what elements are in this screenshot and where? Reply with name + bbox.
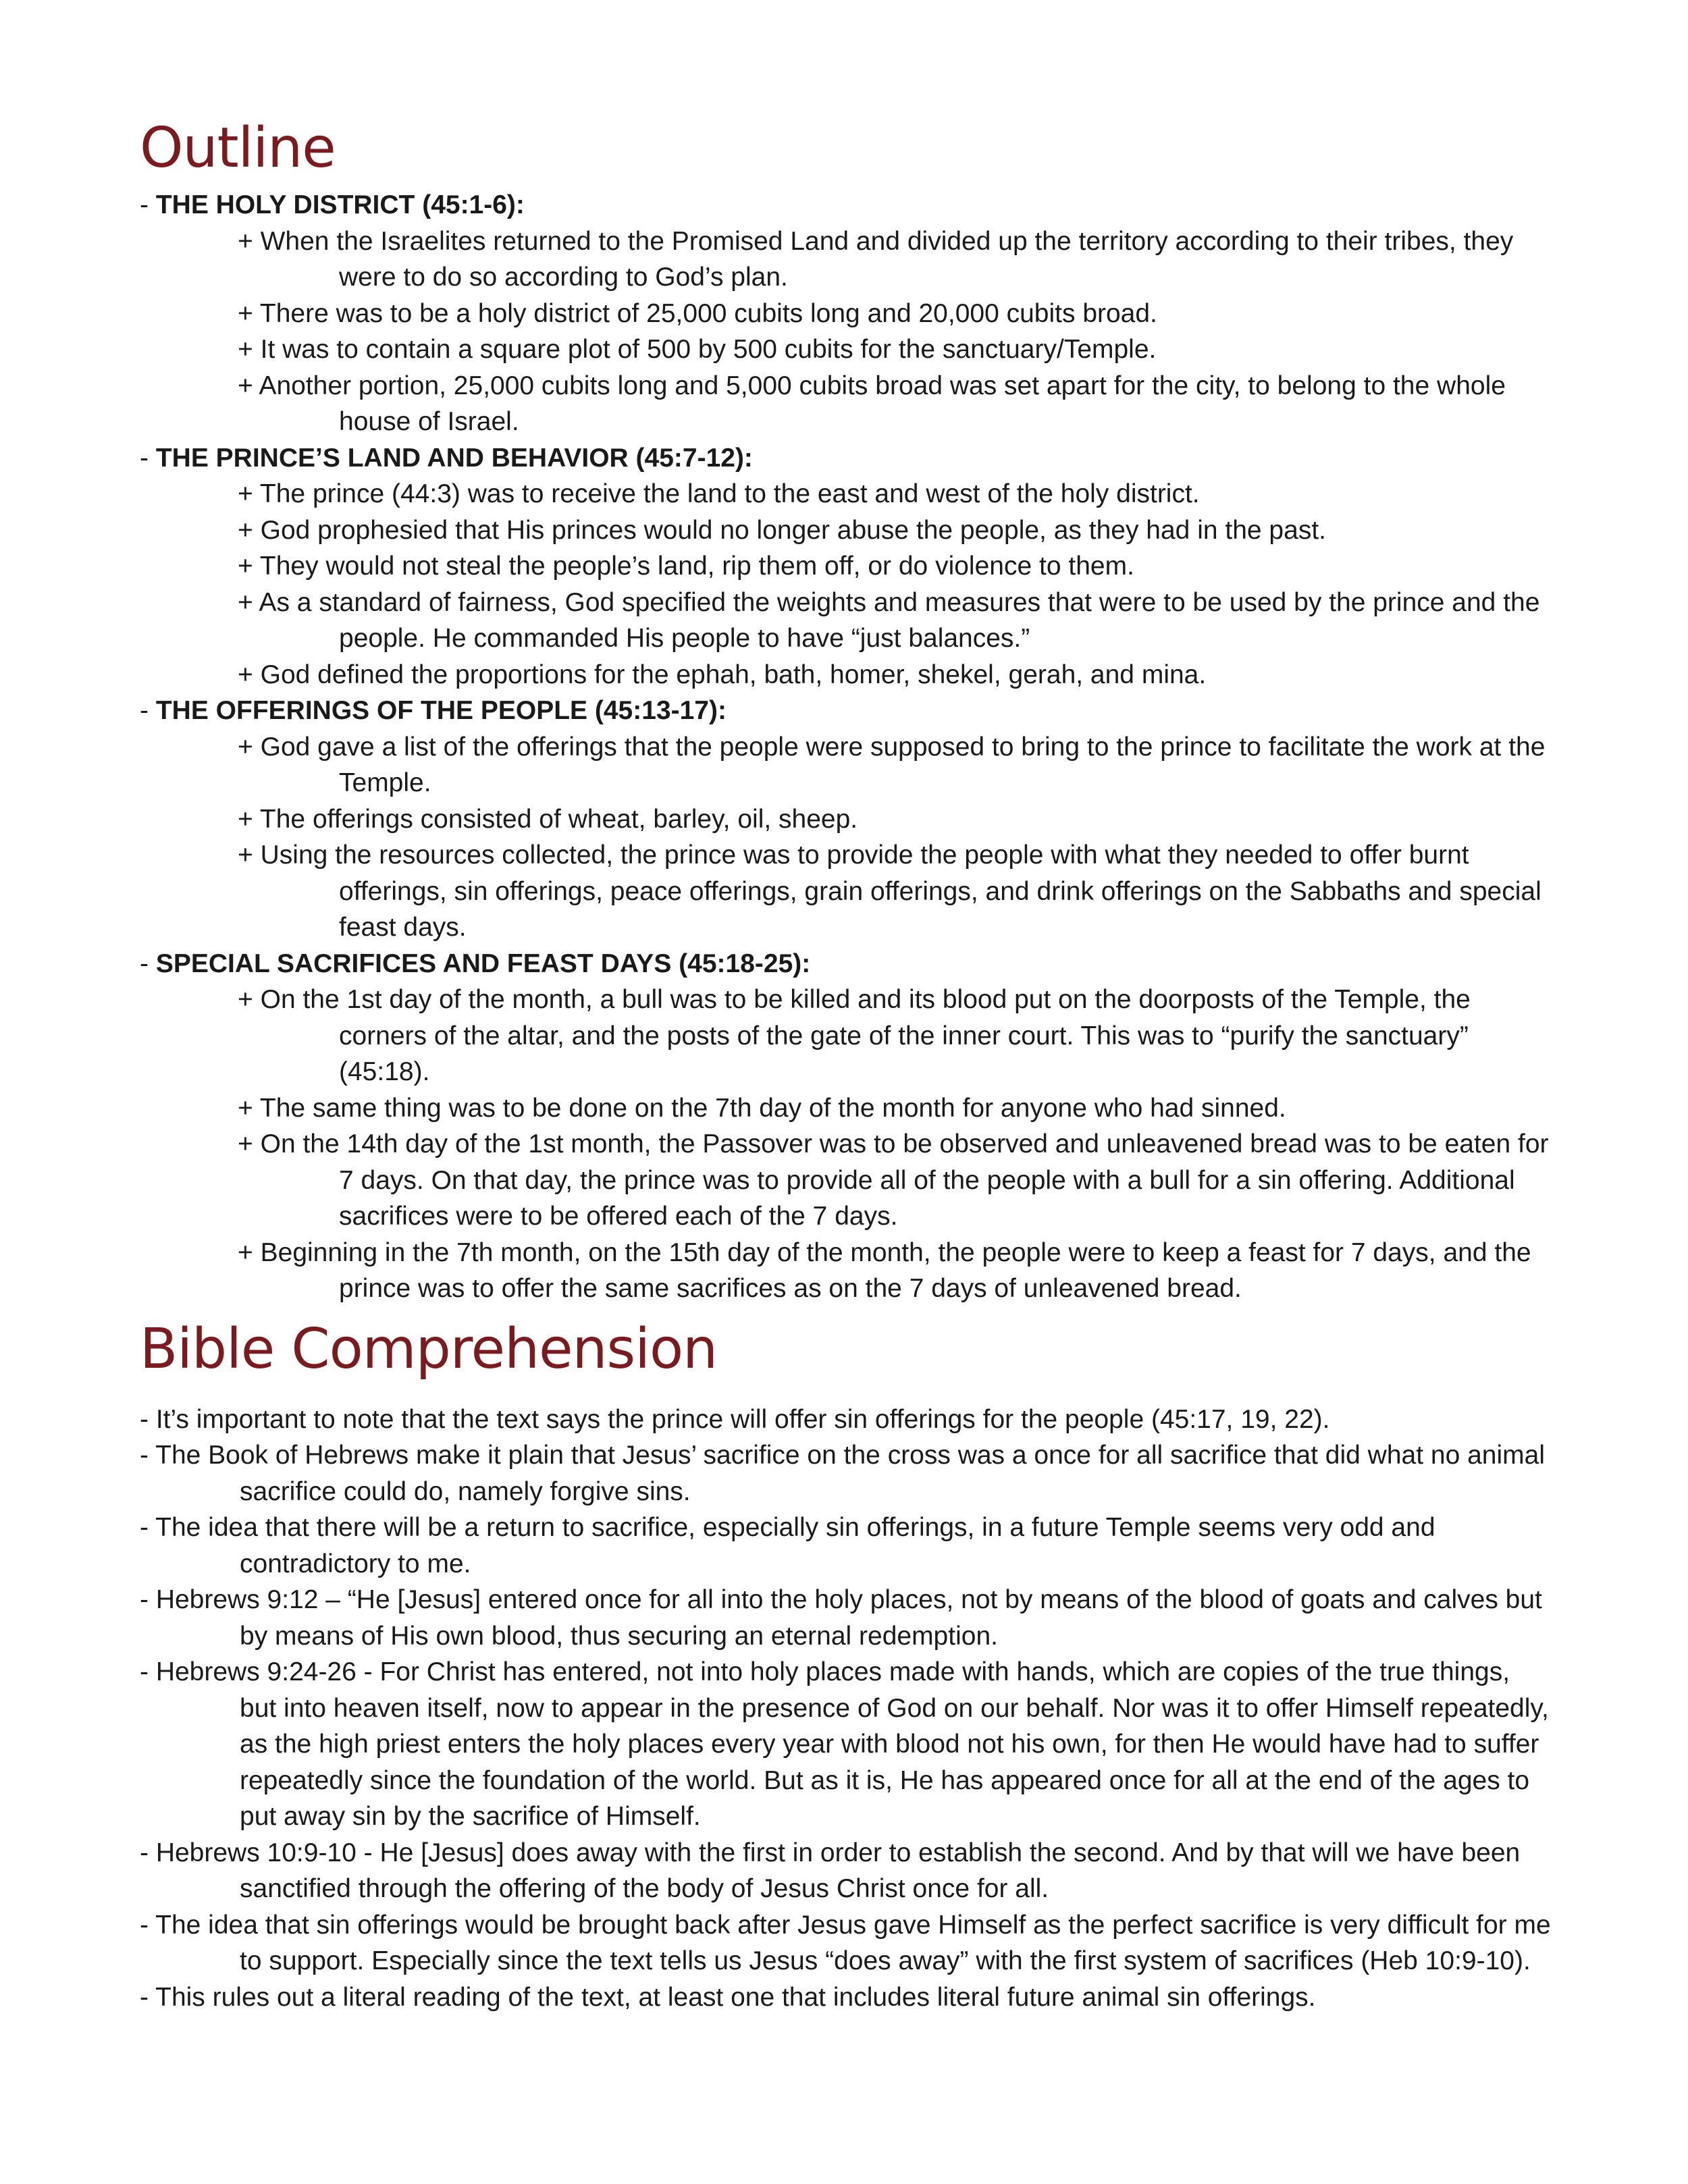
outline-bullet: + As a standard of fairness, God specified the weights and measures that were to be used by the prince and the people. He commanded His people to have “just balances.” <box>238 587 1540 653</box>
comprehension-item: - The idea that there will be a return to sacrifice, especially sin offerings, in a future Temple seems very odd and contradictory to me. <box>140 1513 1435 1578</box>
outline-bullet: + The prince (44:3) was to receive the land to the east and west of the holy district. <box>238 479 1200 508</box>
section-prefix: - <box>140 949 156 978</box>
outline-section-title <box>140 946 1553 982</box>
comprehension-item: - Hebrews 9:12 – “He [Jesus] entered once for all into the holy places, not by means of the blood of goats and calves but by means of His own blood, thus securing an eternal redemption. <box>140 1585 1542 1651</box>
outline-bullet: + God defined the proportions for the ephah, bath, homer, shekel, gerah, and mina. <box>238 660 1207 689</box>
outline-bullet: + It was to contain a square plot of 500 by 500 cubits for the sanctuary/Temple. <box>238 335 1157 364</box>
outline-bullet: + God prophesied that His princes would no longer abuse the people, as they had in the past. <box>238 515 1326 545</box>
comprehension-item: - This rules out a literal reading of the text, at least one that includes literal future animal sin offerings. <box>140 1982 1316 2012</box>
outline-bullet: + There was to be a holy district of 25,000 cubits long and 20,000 cubits broad. <box>238 298 1157 328</box>
outline-bullet: + The same thing was to be done on the 7th day of the month for anyone who had sinned. <box>238 1093 1286 1123</box>
outline-bullet: + On the 14th day of the 1st month, the Passover was to be observed and unleavened bread was to be eaten for 7 days. On that day, the prince was to provide all of the people with a bull for a sin offering. Additional sacrifices were to be offered each of the 7 days. <box>238 1129 1549 1231</box>
comprehension-heading: Bible Comprehension <box>140 1316 718 1381</box>
outline-bullet: + They would not steal the people’s land, rip them off, or do violence to them. <box>238 552 1134 581</box>
outline-bullet: + God gave a list of the offerings that the people were supposed to bring to the prince to facilitate the work at the Temple. <box>238 732 1546 797</box>
outline-bullet: + Using the resources collected, the prince was to provide the people with what they needed to offer burnt offerings, sin offerings, peace offerings, grain offerings, and drink offerings on the Sabbaths and special feast days. <box>238 841 1541 942</box>
section-prefix: - <box>140 190 156 219</box>
outline-section-title <box>140 187 1553 223</box>
comprehension-item: - The Book of Hebrews make it plain that Jesus’ sacrifice on the cross was a once for all sacrifice that did what no animal sacrifice could do, namely forgive sins. <box>140 1441 1545 1506</box>
outline-section-title <box>140 693 1553 729</box>
outline-section-title <box>140 440 1553 477</box>
section-prefix: - <box>140 696 156 725</box>
outline-bullet: + Beginning in the 7th month, on the 15th day of the month, the people were to keep a feast for 7 days, and the prince was to offer the same sacrifices as on the 7 days of unleavened bread. <box>238 1237 1531 1303</box>
section-title-text: THE OFFERINGS OF THE PEOPLE (45:13-17): <box>155 696 727 725</box>
section-title-text: THE HOLY DISTRICT (45:1-6): <box>155 190 525 219</box>
comprehension-section <box>140 1402 1553 2016</box>
section-title-text: SPECIAL SACRIFICES AND FEAST DAYS (45:18-25): <box>155 949 811 978</box>
comprehension-item: - The idea that sin offerings would be brought back after Jesus gave Himself as the perfect sacrifice is very difficult for me to support. Especially since the text tells us Jesus “does away” with the first system of sacrifices (Heb 10:9-10). <box>140 1910 1551 1975</box>
outline-heading: Outline <box>140 116 336 180</box>
comprehension-item: - Hebrews 9:24-26 - For Christ has entered, not into holy places made with hands, which are copies of the true things, but into heaven itself, now to appear in the presence of God on our behalf. Nor was it to offer Himself repeatedly, as the high priest enters the holy places every year with blood not his own, for then He would have had to suffer repeatedly since the foundation of the world. But as it is, He has appeared once for all at the end of the ages to put away sin by the sacrifice of Himself. <box>140 1657 1549 1831</box>
outline-bullet: + Another portion, 25,000 cubits long and 5,000 cubits broad was set apart for the city, to belong to the whole house of Israel. <box>238 371 1506 436</box>
comprehension-item: - Hebrews 10:9-10 - He [Jesus] does away with the first in order to establish the second. And by that will we have been sanctified through the offering of the body of Jesus Christ once for all. <box>140 1838 1521 1903</box>
comprehension-item: - It’s important to note that the text says the prince will offer sin offerings for the people (45:17, 19, 22). <box>140 1404 1330 1434</box>
section-prefix: - <box>140 443 156 473</box>
outline-section <box>140 187 1553 1307</box>
section-title-text: THE PRINCE’S LAND AND BEHAVIOR (45:7-12): <box>155 443 753 473</box>
outline-bullet: + On the 1st day of the month, a bull was to be killed and its blood put on the doorposts of the Temple, the corners of the altar, and the posts of the gate of the inner court. This was to “purify the sanctuary” (45:18). <box>238 985 1471 1086</box>
outline-bullet: + The offerings consisted of wheat, barley, oil, sheep. <box>238 804 858 834</box>
outline-bullet: + When the Israelites returned to the Promised Land and divided up the territory according to their tribes, they were to do so according to God’s plan. <box>238 226 1514 292</box>
